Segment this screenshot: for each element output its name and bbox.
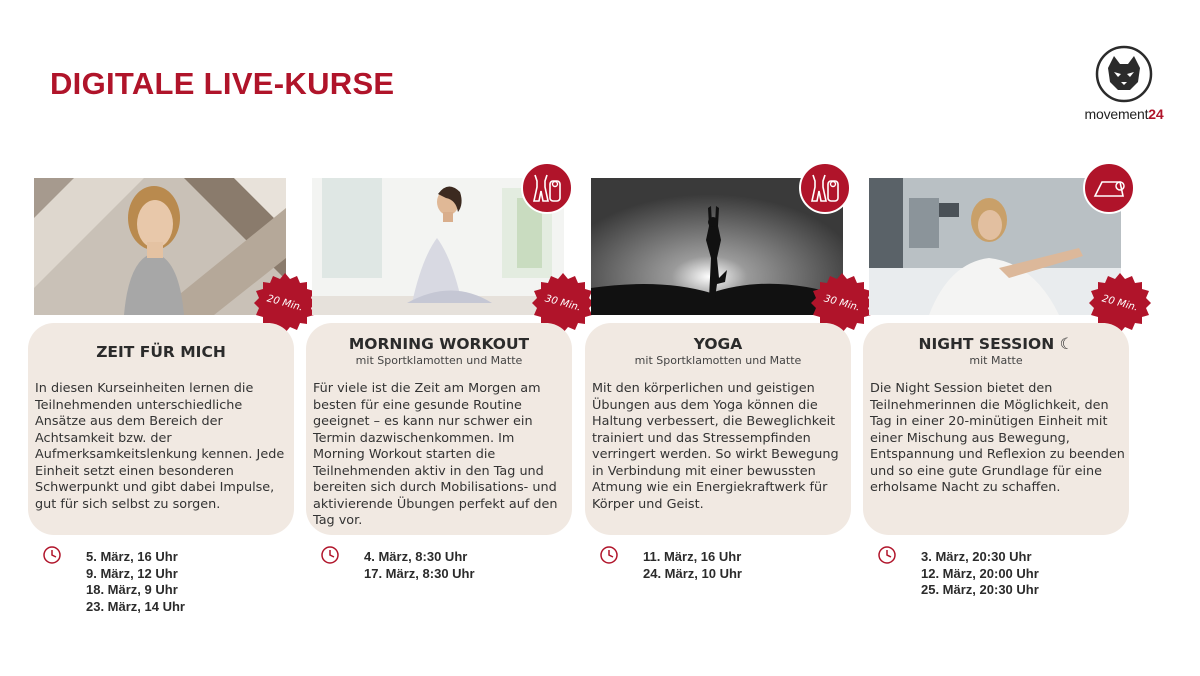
- course-subtitle: mit Sportklamotten und Matte: [634, 354, 802, 367]
- clock-icon: [599, 545, 619, 565]
- course-dates: [643, 549, 742, 582]
- course-card: [28, 323, 294, 535]
- yoga-mat-icon: [1083, 162, 1135, 214]
- course-title: YOGA: [693, 335, 743, 353]
- course-title: ZEIT FÜR MICH: [96, 343, 226, 361]
- date-item: 23. März, 14 Uhr: [86, 598, 185, 614]
- course-description: Mit den körperlichen und geistigen Übungen aus dem Yoga können die Haltung verbessert, die Beweglichkeit trainiert und das Stressempfinden verringert werden. So wirkt Bewegung in Verbindung mit einer bewussten Atmung wie ein Energiekraftwerk für Körper und Geist.: [592, 381, 839, 512]
- duration-label: 30 Min.: [822, 292, 862, 314]
- meditation-photo: [34, 178, 286, 315]
- clock-icon: [320, 545, 340, 565]
- logo-brand: movement: [1084, 106, 1149, 122]
- course-photo-night: [869, 178, 1121, 315]
- date-item: 24. März, 10 Uhr: [643, 565, 742, 581]
- course-card: [306, 323, 572, 535]
- course-title: NIGHT SESSION ☾: [918, 335, 1074, 353]
- date-item: 3. März, 20:30 Uhr: [921, 549, 1032, 564]
- course-description: Die Night Session bietet den Teilnehmerinnen die Möglichkeit, den Tag in einer 20-minütigen Einheit mit einer Mischung aus Bewegung, Entspannung und Reflexion zu beenden und so eine gute Grundlage für eine erholsame Nacht zu schaffen.: [870, 381, 1125, 495]
- duration-label: 20 Min.: [265, 292, 305, 314]
- page-title: DIGITALE LIVE-KURSE: [50, 66, 395, 101]
- course-dates: [364, 549, 475, 582]
- logo-number: 24: [1148, 106, 1164, 122]
- course-photo-meditation: [34, 178, 286, 315]
- course-description: In diesen Kurseinheiten lernen die Teilnehmenden unterschiedliche Ansätze aus dem Bereich der Achtsamkeit bzw. der Aufmerksamkeitslenkung kennen. Jede Einheit setzt einen besonderen Schwerpunkt und gibt dabei Impulse, gut für sich selbst zu sorgen.: [35, 381, 285, 512]
- date-item: 5. März, 16 Uhr: [86, 549, 178, 564]
- course-subtitle: mit Matte: [969, 354, 1023, 367]
- sportswear-and-mat-icon: [799, 162, 851, 214]
- course-card: [863, 323, 1129, 535]
- course-description: Für viele ist die Zeit am Morgen am besten für eine gesunde Routine geeignet – es kann nur schwer ein Termin dazwischenkommen. Im Morning Workout starten die Teilnehmenden aktiv in den Tag und bereiten sich durch Mobilisations- und aktivierende Übungen perfekt auf den Tag vor.: [313, 381, 558, 528]
- sportswear-and-mat-icon: [521, 162, 573, 214]
- course-yoga: [585, 0, 862, 676]
- night-session-photo: [869, 178, 1121, 315]
- date-item: 25. März, 20:30 Uhr: [921, 582, 1039, 597]
- clock-icon: [42, 545, 62, 565]
- course-subtitle: mit Sportklamotten und Matte: [355, 354, 523, 367]
- date-item: 17. März, 8:30 Uhr: [364, 565, 475, 581]
- course-dates: [921, 549, 1039, 599]
- date-item: 11. März, 16 Uhr: [643, 549, 742, 564]
- duration-label: 20 Min.: [1100, 292, 1140, 314]
- date-item: 18. März, 9 Uhr: [86, 582, 178, 597]
- date-item: 4. März, 8:30 Uhr: [364, 549, 468, 564]
- date-item: 9. März, 12 Uhr: [86, 565, 178, 581]
- course-zeit-fuer-mich: [28, 0, 305, 676]
- course-night-session: [863, 0, 1140, 676]
- course-title: MORNING WORKOUT: [348, 335, 530, 353]
- course-dates: [86, 549, 185, 615]
- date-item: 12. März, 20:00 Uhr: [921, 565, 1039, 581]
- clock-icon: [877, 545, 897, 565]
- duration-label: 30 Min.: [543, 292, 583, 314]
- course-morning-workout: [306, 0, 583, 676]
- course-card: [585, 323, 851, 535]
